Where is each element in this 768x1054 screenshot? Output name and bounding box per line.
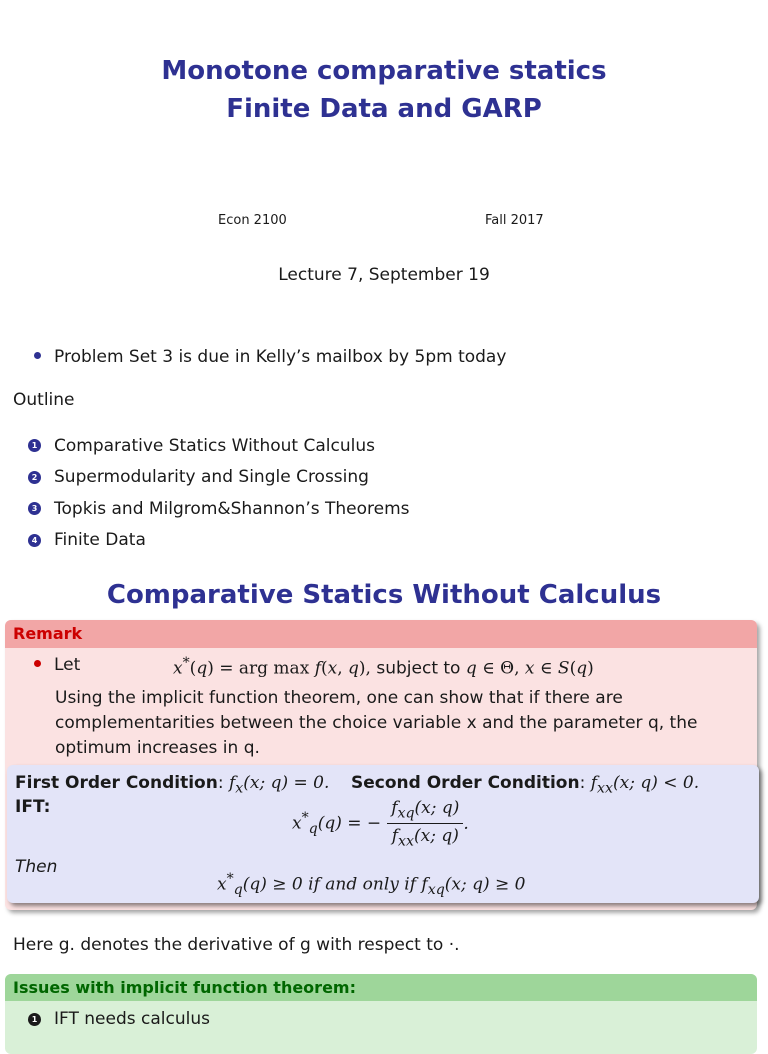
then-label: Then [15, 857, 58, 877]
foc-soc-line: First Order Condition: $f_x(x$; q) = 0. Second Order Condition: $f_{xx}(x$; q) < 0. [15, 773, 700, 797]
outline-item-label: Topkis and Milgrom&Shannon’s Theorems [54, 498, 410, 519]
outline-item [28, 525, 410, 557]
number-badge-icon: 1 [28, 1013, 41, 1026]
derivative-note: Here g. denotes the derivative of g with respect to ·. [13, 935, 460, 955]
number-badge-icon: 4 [28, 534, 41, 547]
remark-let-label: Let [54, 655, 81, 675]
title-line-1: Monotone comparative statics [161, 56, 607, 86]
remark-heading: Remark [5, 620, 757, 648]
remark-paragraph: Using the implicit function theorem, one can show that if there are complementarities between the choice variable x and the parameter q, the optimum increases in q. [55, 688, 698, 758]
lecture-date: Lecture 7, September 19 [278, 265, 490, 285]
ift-fraction: $\frac{f_{xq}(x; q)}{f_{xx}(x; q)}$ [387, 798, 463, 850]
outline-item-label: Finite Data [54, 530, 146, 551]
title-line-2: Finite Data and GARP [226, 94, 542, 124]
remark-let [34, 655, 80, 675]
argmax-equation: x*(q) = arg max f(x, q), subject to q ∈ Θ, x ∈ S(q) [173, 655, 594, 679]
soc-label: Second Order Condition [351, 773, 580, 793]
bullet-icon [34, 352, 41, 359]
outline-item [28, 430, 410, 462]
issues-item-label: IFT needs calculus [54, 1009, 210, 1029]
outline-list [28, 430, 410, 556]
course-label: Econ 2100 [218, 213, 287, 228]
term-label: Fall 2017 [485, 213, 544, 228]
issues-block [5, 974, 757, 1054]
conditions-block [7, 765, 759, 903]
foc-label: First Order Condition [15, 773, 218, 793]
section-title: Comparative Statics Without Calculus [106, 580, 662, 610]
issues-heading: Issues with implicit function theorem: [5, 974, 757, 1001]
ift-equation: $x^*_q(q)$ = − $\frac{f_{xq}(x; q)}{f_{xx}(x; q)}$ . [292, 798, 469, 850]
outline-item [28, 493, 410, 525]
announcement [34, 347, 506, 367]
number-badge-icon: 3 [28, 502, 41, 515]
number-badge-icon: 1 [28, 439, 41, 452]
outline-item [28, 462, 410, 494]
then-equation: $x^*_q(q) \ge 0$ if and only if $f_{xq}(x$; q) ≥ 0 [217, 871, 526, 899]
bullet-icon [34, 660, 41, 667]
outline-heading: Outline [13, 390, 75, 410]
ift-label: IFT: [15, 797, 51, 817]
outline-item-label: Supermodularity and Single Crossing [54, 467, 369, 488]
outline-item-label: Comparative Statics Without Calculus [54, 435, 375, 456]
number-badge-icon: 2 [28, 471, 41, 484]
slide-title [0, 52, 768, 128]
announcement-text: Problem Set 3 is due in Kelly’s mailbox by 5pm today [54, 347, 507, 367]
issues-item [28, 1009, 210, 1029]
